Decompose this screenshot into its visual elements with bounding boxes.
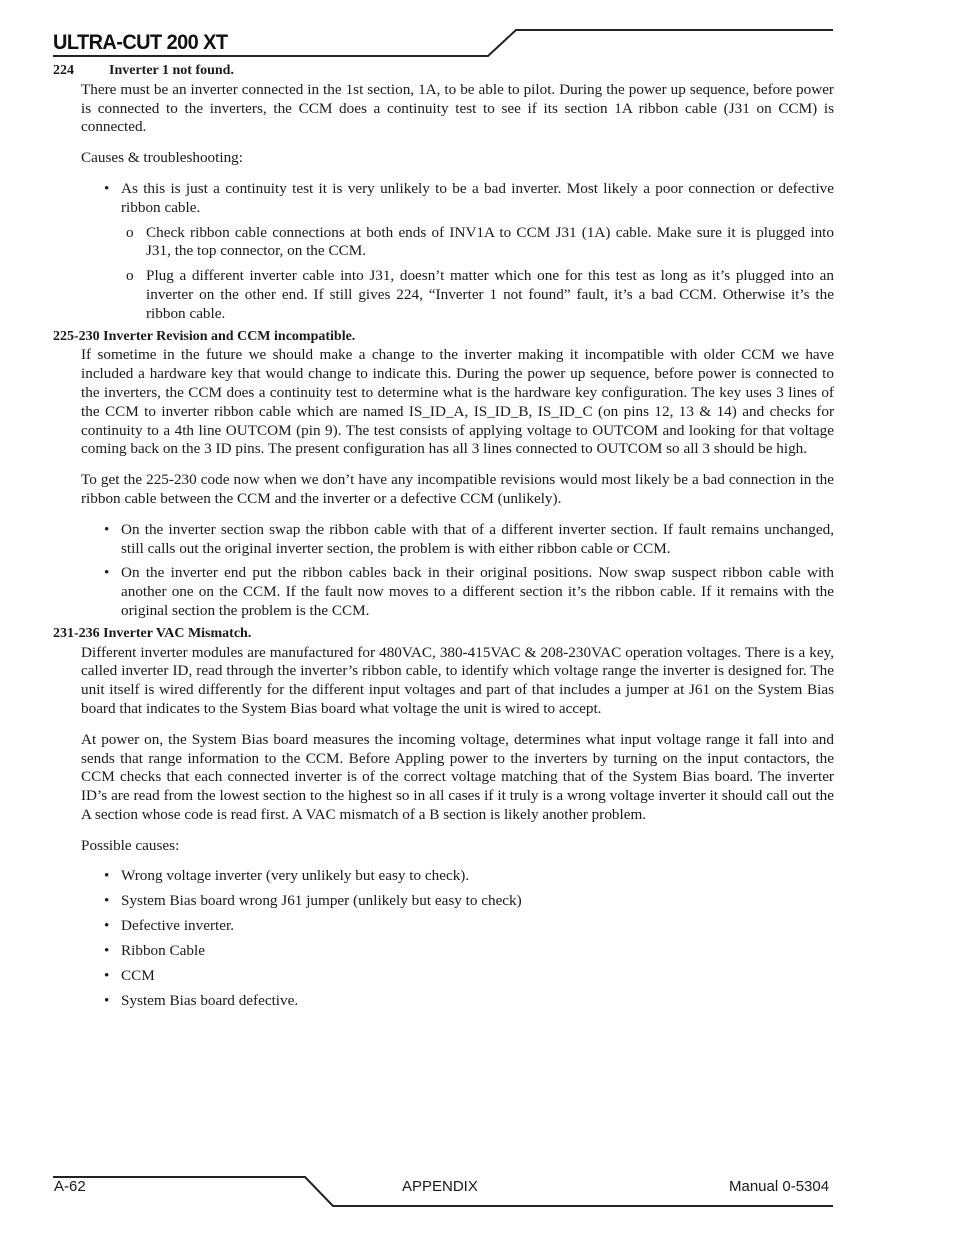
section-225-para-1: If sometime in the future we should make a change to the inverter making it incompatible with older CCM we have included a hardware key that would change to indicate this. During the power up sequence, before power is connected to the inverters, the CCM does a continuity test to determine what is the hardware key configuration. The key uses 3 lines of the CCM to inverter ribbon cable which are named IS_ID_A, IS_ID_B, IS_ID_C (on pins 12, 13 & 14) and checks for continuity to a 4th line OUTCOM (pin 9). The test consists of applying voltage to OUTCOM and looking for that voltage coming back on the 3 ID pins. The present configuration has all 3 lines connected to OUTCOM so all 3 should be high. bbox=[81, 346, 834, 458]
sub-bullet-text: Plug a different inverter cable into J31, doesn’t matter which one for this test as long as it’s plugged into an inverter on the other end. If still gives 224, “Inverter 1 not found” fault, it’s a bad CCM. Otherwise it’s the ribbon cable. bbox=[146, 267, 834, 322]
sub-bullet-list bbox=[121, 224, 834, 324]
cause-text: Defective inverter. bbox=[121, 917, 235, 935]
section-231-para-2: At power on, the System Bias board measures the incoming voltage, determines what input voltage range it fall into and sends that range information to the CCM. Before Appling power to the inverters by turning on the input contactors, the CCM checks that each connected inverter is of the correct voltage matching that of the System Bias board. The inverter ID’s are read from the lowest section to the highest so in all cases if it truly is a wrong voltage inverter it should call out the A section whose code is read first. A VAC mismatch of a B section is likely another problem. bbox=[81, 730, 834, 823]
cause-text: Wrong voltage inverter (very unlikely but easy to check). bbox=[121, 867, 470, 885]
section-224-intro: There must be an inverter connected in the 1st section, 1A, to be able to pilot. During the power up sequence, before power is connected to the inverters, the CCM does a continuity test to see if its section 1A ribbon cable (J31 on CCM) is connected. bbox=[81, 80, 834, 136]
footer-section-label: APPENDIX bbox=[402, 1178, 478, 1195]
list-item bbox=[53, 564, 834, 620]
bullet-text: On the inverter section swap the ribbon cable with that of a different inverter section. If fault remains unchanged, still calls out the original inverter section, the problem is with either ribbon cable or CCM. bbox=[121, 520, 834, 557]
cause-text: System Bias board wrong J61 jumper (unlikely but easy to check) bbox=[121, 892, 522, 910]
section-code: 231-236 bbox=[53, 625, 100, 641]
bullet-glyph: • bbox=[104, 892, 110, 910]
sub-bullet-glyph: o bbox=[126, 223, 134, 241]
bullet-glyph: • bbox=[104, 992, 110, 1010]
bullet-glyph: • bbox=[104, 917, 110, 935]
document-body bbox=[53, 62, 834, 1017]
footer-page-number: A-62 bbox=[54, 1178, 86, 1195]
section-224-causes-label: Causes & troubleshooting: bbox=[81, 149, 243, 167]
section-231-para-1: Different inverter modules are manufactured for 480VAC, 380-415VAC & 208-230VAC operation voltages. There is a key, called inverter ID, read through the inverter’s ribbon cable, to identify which voltage range the inverter is designed for. The unit itself is wired differently for the different input voltages and part of that includes a jumper at J61 on the System Bias board that indicates to the System Bias board what voltage the unit is wired to accept. bbox=[81, 643, 834, 717]
cause-text: CCM bbox=[121, 967, 155, 985]
sub-list-item bbox=[121, 224, 834, 262]
section-heading-225-230 bbox=[53, 328, 834, 347]
section-231-causes-list bbox=[53, 867, 834, 1011]
bullet-text: On the inverter end put the ribbon cables back in their original positions. Now swap suspect ribbon cable with another one on the CCM. If the fault now moves to a different section it’s the ribbon cable. If it remains with the original section the problem is the CCM. bbox=[121, 564, 834, 619]
section-heading-224 bbox=[53, 62, 834, 81]
section-heading-231-236 bbox=[53, 625, 834, 644]
list-item bbox=[53, 180, 834, 324]
sub-bullet-text: Check ribbon cable connections at both ends of INV1A to CCM J31 (1A) cable. Make sure it is plugged into J31, the top connector, on the CCM. bbox=[146, 223, 834, 260]
list-item bbox=[53, 942, 834, 961]
list-item bbox=[53, 992, 834, 1011]
sub-list-item bbox=[121, 267, 834, 323]
footer-manual-number: Manual 0-5304 bbox=[729, 1178, 830, 1195]
bullet-glyph: • bbox=[104, 520, 110, 538]
bullet-glyph: • bbox=[104, 179, 110, 197]
section-225-para-2: To get the 225-230 code now when we don’t have any incompatible revisions would most likely be a bad connection in the ribbon cable between the CCM and the inverter or a defective CCM (unlikely). bbox=[81, 471, 834, 507]
list-item bbox=[53, 967, 834, 986]
section-code: 225-230 bbox=[53, 328, 100, 344]
section-title: Inverter VAC Mismatch. bbox=[103, 625, 252, 641]
cause-text: Ribbon Cable bbox=[121, 942, 205, 960]
list-item bbox=[53, 521, 834, 559]
list-item bbox=[53, 867, 834, 886]
section-code: 224 bbox=[53, 63, 74, 78]
bullet-glyph: • bbox=[104, 867, 110, 885]
section-title: Inverter Revision and CCM incompatible. bbox=[103, 328, 356, 344]
list-item bbox=[53, 917, 834, 936]
cause-text: System Bias board defective. bbox=[121, 992, 299, 1010]
section-231-causes-label: Possible causes: bbox=[81, 836, 180, 854]
section-225-bullet-list bbox=[53, 521, 834, 621]
bullet-glyph: • bbox=[104, 942, 110, 960]
bullet-text: As this is just a continuity test it is very unlikely to be a bad inverter. Most likely a poor connection or defective ribbon cable. bbox=[121, 179, 834, 216]
section-title: Inverter 1 not found. bbox=[109, 63, 234, 78]
list-item bbox=[53, 892, 834, 911]
sub-bullet-glyph: o bbox=[126, 267, 134, 285]
bullet-glyph: • bbox=[104, 967, 110, 985]
section-224-bullet-list bbox=[53, 180, 834, 324]
brand-title: ULTRA-CUT 200 XT bbox=[53, 31, 228, 54]
bullet-glyph: • bbox=[104, 564, 110, 582]
